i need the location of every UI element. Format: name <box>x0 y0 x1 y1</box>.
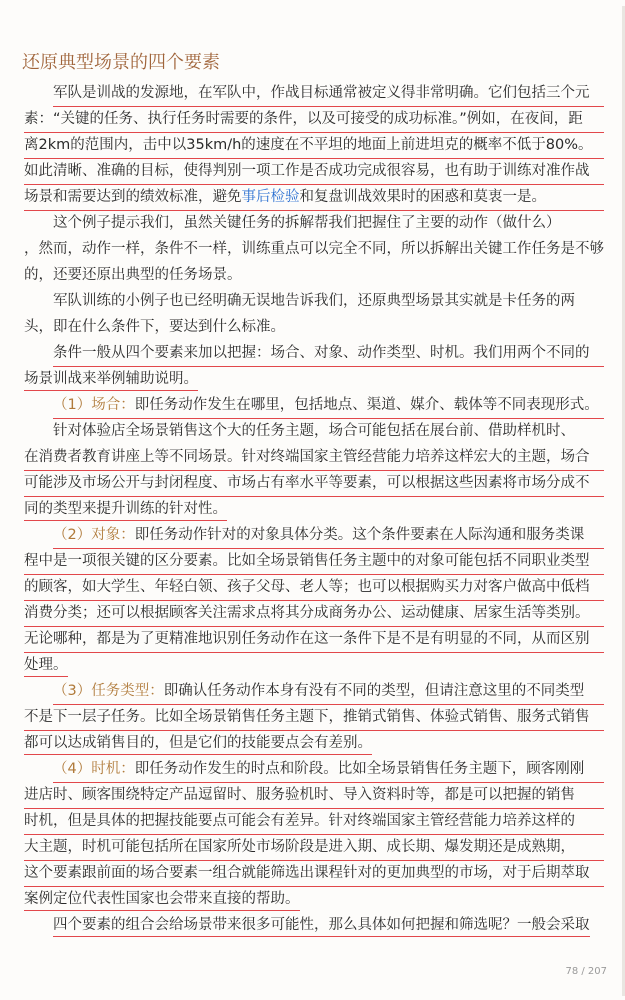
text-line <box>24 652 604 678</box>
text-line <box>53 678 604 705</box>
text-segment: 场景训战来举例辅助说明。 <box>24 368 198 391</box>
label-object: （2）对象： <box>53 527 135 543</box>
text-line: 条件一般从四个要素来加以把握：场合、对象、动作类型、时机。我们用两个不同的 <box>53 340 604 367</box>
text-line: 进店时、顾客围绕特定产品逗留时、服务验机时、导入资料时等，都是可以把握的销售 <box>24 782 604 809</box>
text-line: 这个例子提示我们，虽然关键任务的拆解帮我们把握住了主要的动作（做什么） <box>53 215 561 231</box>
text-line <box>53 756 604 783</box>
text-line: 针对体验店全场景销售这个大的任务主题，场合可能包括在展台前、借助样机时、 <box>53 423 575 439</box>
text-segment: 即任务动作发生在哪里，包括地点、渠道、媒介、载体等不同表现形式。 <box>134 397 599 413</box>
text-line <box>24 496 604 522</box>
text-segment: 即确认任务动作本身有没有不同的类型，但请注意这里的不同类型 <box>163 683 585 699</box>
text-line: ，然而，动作一样，条件不一样，训练重点可以完全不同，所以拆解出关键工作任务是不够 <box>24 241 604 257</box>
page-indicator: 78 / 207 <box>565 966 607 977</box>
text-line: 程中是一项很关键的区分要素。比如全场景销售任务主题中的对象可能包括不同职业类型 <box>24 548 604 575</box>
text-line: 消费分类；还可以根据顾客关注需求点将其分成商务办公、运动健康、居家生活等类别。 <box>24 600 604 627</box>
text-line <box>24 366 604 392</box>
text-segment: 和复盘训战效果时的困惑和莫衷一是。 <box>299 189 546 205</box>
text-line <box>53 392 604 419</box>
text-line: 在消费者教育讲座上等不同场景。针对终端国家主管经营能力培养这样宏大的主题，场合 <box>24 444 604 471</box>
text-line: 的顾客，如大学生、年轻白领、孩子父母、老人等；也可以根据购买力对客户做高中低档 <box>24 574 604 601</box>
text-line: 时机，但是具体的把握技能要点可能会有差异。针对终端国家主管经营能力培养这样的 <box>24 808 604 835</box>
text-line: 离2km的范围内，击中以35km/h的速度在不平坦的地面上前进坦克的概率不低于80%。 <box>24 132 604 159</box>
text-segment: 即任务动作发生的时点和阶段。比如全场景销售任务主题下，顾客刚刚 <box>134 761 585 777</box>
label-task-type: （3）任务类型： <box>53 683 164 699</box>
text-line: 头，即在什么条件下，要达到什么标准。 <box>24 319 285 335</box>
text-segment: 四个要素的组合会给场景带来很多可能性，那么具体如何把握和筛选呢？一般会采取 <box>53 914 590 937</box>
link-post-inspection[interactable]: 事后检验 <box>241 189 300 205</box>
text-line: 不是下一层子任务。比如全场景销售任务主题下，推销式销售、体验式销售、服务式销售 <box>24 704 604 731</box>
text-segment: 场景和需要达到的绩效标准，避免 <box>24 189 242 205</box>
text-line: 军队是训战的发源地，在军队中，作战目标通常被定义得非常明确。它们包括三个元 <box>53 80 604 107</box>
text-line <box>53 912 604 938</box>
text-segment: 处理。 <box>24 654 68 677</box>
text-line <box>24 730 604 756</box>
text-line: 军队训练的小例子也已经明确无误地告诉我们，还原典型场景其实就是卡任务的两 <box>53 293 575 309</box>
text-line <box>24 184 604 211</box>
text-segment: 同的类型来提升训练的针对性。 <box>24 498 227 521</box>
text-segment: 案例定位代表性国家也会带来直接的帮助。 <box>24 888 300 911</box>
text-line: 如此清晰、准确的目标，使得判别一项工作是否成功完成很容易，也有助于训练对准作战 <box>24 158 604 185</box>
text-line: 大主题，时机可能包括所在国家所处市场阶段是进入期、成长期、爆发期还是成熟期， <box>24 834 604 861</box>
text-segment: 即任务动作针对的对象具体分类。这个条件要素在人际沟通和服务类课 <box>134 527 585 543</box>
section-title: 还原典型场景的四个要素 <box>22 52 220 73</box>
text-line: 素：“关键的任务、执行任务时需要的条件，以及可接受的成功标准。”例如，在夜间，距 <box>24 106 604 133</box>
text-line: 可能涉及市场公开与封闭程度、市场占有率水平等要素，可以根据这些因素将市场分成不 <box>24 470 604 497</box>
text-line <box>24 886 604 912</box>
text-line: 的，还要还原出典型的任务场景。 <box>24 267 242 283</box>
text-segment: 都可以达成销售目的，但是它们的技能要点会有差别。 <box>24 732 372 755</box>
text-line <box>53 522 604 549</box>
label-occasion: （1）场合： <box>53 397 135 413</box>
label-timing: （4）时机： <box>53 761 135 777</box>
text-line: 无论哪种，都是为了更精准地识别任务动作在这一条件下是不是有明显的不同，从而区别 <box>24 626 604 653</box>
text-line: 这个要素跟前面的场合要素一组合就能筛选出课程针对的更加典型的市场，对于后期萃取 <box>24 860 604 887</box>
